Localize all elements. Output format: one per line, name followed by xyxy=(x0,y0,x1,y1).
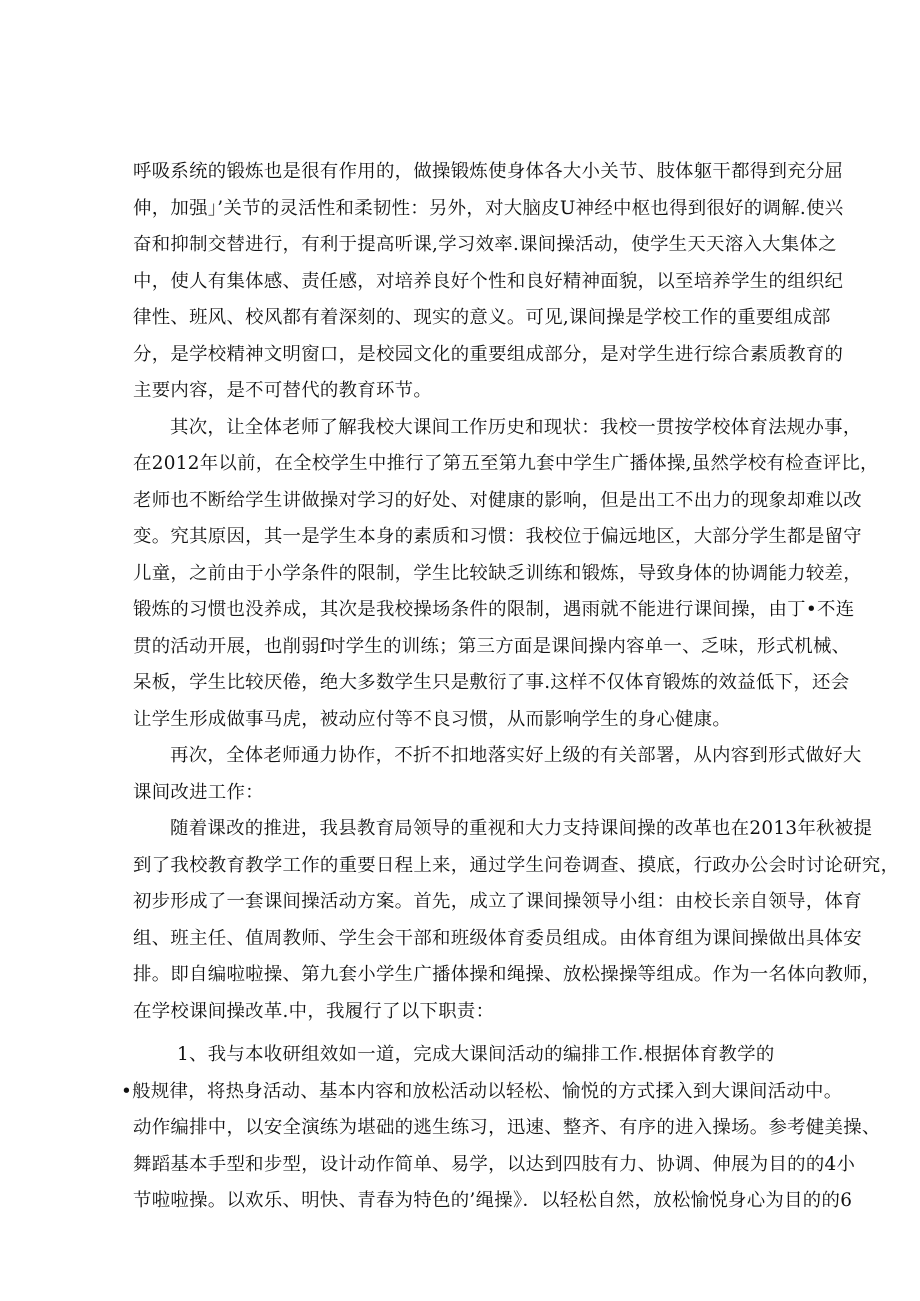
text-line: 律性、班风、校风都有着深刻的、现实的意义。可见,课间操是学校工作的重要组成部 xyxy=(133,307,831,328)
paragraph xyxy=(133,811,900,1030)
paragraph xyxy=(133,154,844,410)
text-line: 课间改进工作： xyxy=(133,781,264,803)
text-line: 奋和抑制交替进行，有利于提高听课,学习效率.课间操活动，使学生天天溶入大集体之 xyxy=(133,234,837,255)
text-line: 再次，全体老师通力协作，不折不扣地落实好上级的有关部署，从内容到形式做好大 xyxy=(170,745,862,766)
text-line: 呆板，学生比较厌倦，绝大多数学生只是敷衍了事.这样不仅体育锻炼的效益低下，还会 xyxy=(133,672,850,693)
document-body xyxy=(121,154,900,1220)
text-line: 到了我校教育教学工作的重要日程上来，通过学生问卷调查、摸底，行政办公会时讨论研究， xyxy=(133,854,900,876)
text-line: 变。究其原因，其一是学生本身的素质和习惯：我校位于偏远地区，大部分学生都是留守 xyxy=(133,526,862,547)
text-line: 老师也不断给学生讲做操对学习的好处、对健康的影响，但是出工不出力的现象却难以改 xyxy=(133,489,862,511)
text-line: 在2012年以前，在全校学生中推行了第五至第九套中学生广播体操,虽然学校有检查评比， xyxy=(133,453,879,474)
text-line: 动作编排中，以安全演练为堪础的逃生练习，迅速、整齐、有序的进入操场。参考健美操、 xyxy=(133,1117,881,1138)
text-line: 主要内容，是不可替代的教育环节。 xyxy=(133,380,433,401)
text-line: 在学校课间操改革.中，我履行了以下职责： xyxy=(133,1000,495,1022)
spacer xyxy=(133,1030,793,1037)
text-line: 锻炼的习惯也没养成，其次是我校操场条件的限制，遇雨就不能进行课间操，由丁•不连 xyxy=(133,599,855,620)
text-line: 排。即自编啦啦操、第九套小学生广播体操和绳操、放松操操等组成。作为一名体向教师， xyxy=(133,964,881,985)
paragraph xyxy=(133,410,879,739)
paragraph xyxy=(133,738,862,811)
text-line: 1、我与本收研组效如一道，完成大课间活动的编排工作.根据体育教学的 xyxy=(177,1044,775,1065)
text-line: •般规律，将热身活动、基本内容和放松活动以轻松、愉悦的方式揉入到大课间活动中。 xyxy=(121,1080,843,1102)
list-item xyxy=(121,1037,881,1220)
text-line: 伸，加强」’关节的灵活性和柔韧性：另外，对大脑皮U神经中枢也得到很好的调解.使兴 xyxy=(133,197,844,219)
text-line: 分，是学校精神文明窗口，是校园文化的重要组成部分，是对学生进行综合素质教育的 xyxy=(133,343,844,365)
text-line: 其次，让全体老师了解我校大课间工作历史和现状：我校一贯按学校体育法规办事， xyxy=(170,416,862,438)
text-line: 中，使人有集体感、责任感，对培养良好个性和良好精神面貌，以至培养学生的组织纪 xyxy=(133,270,844,292)
text-line: 初步形成了一套课间操活动方案。首先，成立了课间操领导小组：由校长亲自领导，体育 xyxy=(133,891,862,912)
text-line: 组、班主任、值周教师、学生会干部和班级体育委员组成。由体育组为课间操做出具体安 xyxy=(133,927,862,949)
text-line: 舞蹈基本手型和步型，设计动作简单、易学，以达到四肢有力、协调、伸展为目的的4小 xyxy=(133,1153,856,1175)
text-line: 儿童，之前由于小学条件的限制，学生比较缺乏训练和锻炼，导致身体的协调能力较差， xyxy=(133,562,862,584)
text-line: 让学生形成做事马虎，被动应付等不良习惯，从而影响学生的身心健康。 xyxy=(133,708,732,730)
text-line: 随着课改的推进，我县教育局领导的重视和大力支持课间操的改革也在2013年秋被提 xyxy=(170,818,873,839)
text-line: 呼吸系统的锻炼也是很有作用的，做操锻炼使身体各大小关节、肢体躯干都得到充分屈 xyxy=(133,161,844,182)
text-line: 贯的活动开展，也削弱f吋学生的训练；第三方面是课间操内容单一、乏味，形式机械、 xyxy=(133,635,851,657)
text-line: 节啦啦操。以欢乐、明快、青春为特色的’绳操》．以轻松自然，放松愉悦身心为目的的6 xyxy=(133,1190,853,1211)
